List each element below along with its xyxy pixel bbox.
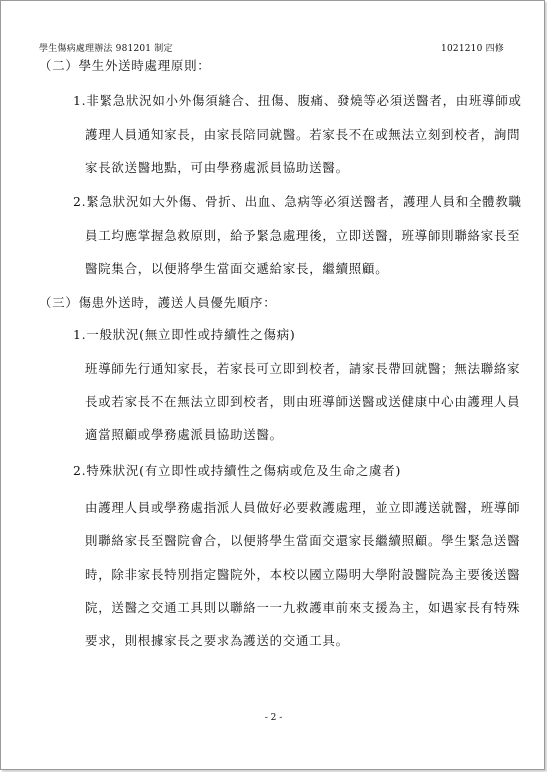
paragraph-line: 由護理人員或學務處指派人員做好必要救護處理，並立即護送就醫，班導師: [85, 500, 521, 515]
paragraph-line: 醫院集合，以便將學生當面交遞給家長，繼續照顧。: [85, 261, 389, 276]
page-number: - 2 -: [264, 713, 283, 723]
header-regulation-title: 學生傷病處理辦法 981201 制定: [39, 44, 173, 54]
header-revision-date: 1021210 四修: [441, 44, 504, 54]
paragraph-line: 班導師先行通知家長，若家長可立即到校者，請家長帶回就醫；無法聯絡家: [85, 361, 521, 376]
paragraph-line: 員工均應掌握急救原則，給予緊急處理後，立即送醫，班導師則聯絡家長至: [85, 228, 521, 243]
paragraph-line: 長或若家長不在無法立即到校者，則由班導師送醫或送健康中心由護理人員: [85, 394, 521, 409]
paragraph-line: 2.緊急狀況如大外傷、骨折、出血、急病等必須送醫者，護理人員和全體教職: [73, 194, 522, 209]
paragraph-line: 時，除非家長特別指定醫院外，本校以國立陽明大學附設醫院為主要後送醫: [85, 567, 521, 582]
paragraph-line: 護理人員通知家長，由家長陪同就醫。若家長不在或無法立刻到校者，詢問: [85, 127, 521, 142]
paragraph-line: 家長欲送醫地點，可由學務處派員協助送醫。: [85, 160, 349, 175]
paragraph-line: 院，送醫之交通工具則以聯絡一一九救護車前來支援為主，如遇家長有特殊: [85, 600, 521, 615]
paragraph-line: 適當照顧或學務處派員協助送醫。: [85, 427, 283, 442]
subheading-line: 2.特殊狀況(有立即性或持續性之傷病或危及生命之虞者): [73, 463, 402, 478]
section-heading-2: （二）學生外送時處理原則：: [39, 58, 211, 73]
section-heading-3: （三）傷患外送時，護送人員優先順序：: [39, 295, 277, 310]
paragraph-line: 要求，則根據家長之要求為護送的交通工具。: [85, 633, 349, 648]
paragraph-line: 則聯絡家長至醫院會合，以便將學生當面交還家長繼續照顧。學生緊急送醫: [85, 533, 521, 548]
subheading-line: 1.一般狀況(無立即性或持續性之傷病): [73, 327, 296, 342]
paragraph-line: 1.非緊急狀況如小外傷須縫合、扭傷、腹痛、發燒等必須送醫者，由班導師或: [73, 93, 522, 108]
